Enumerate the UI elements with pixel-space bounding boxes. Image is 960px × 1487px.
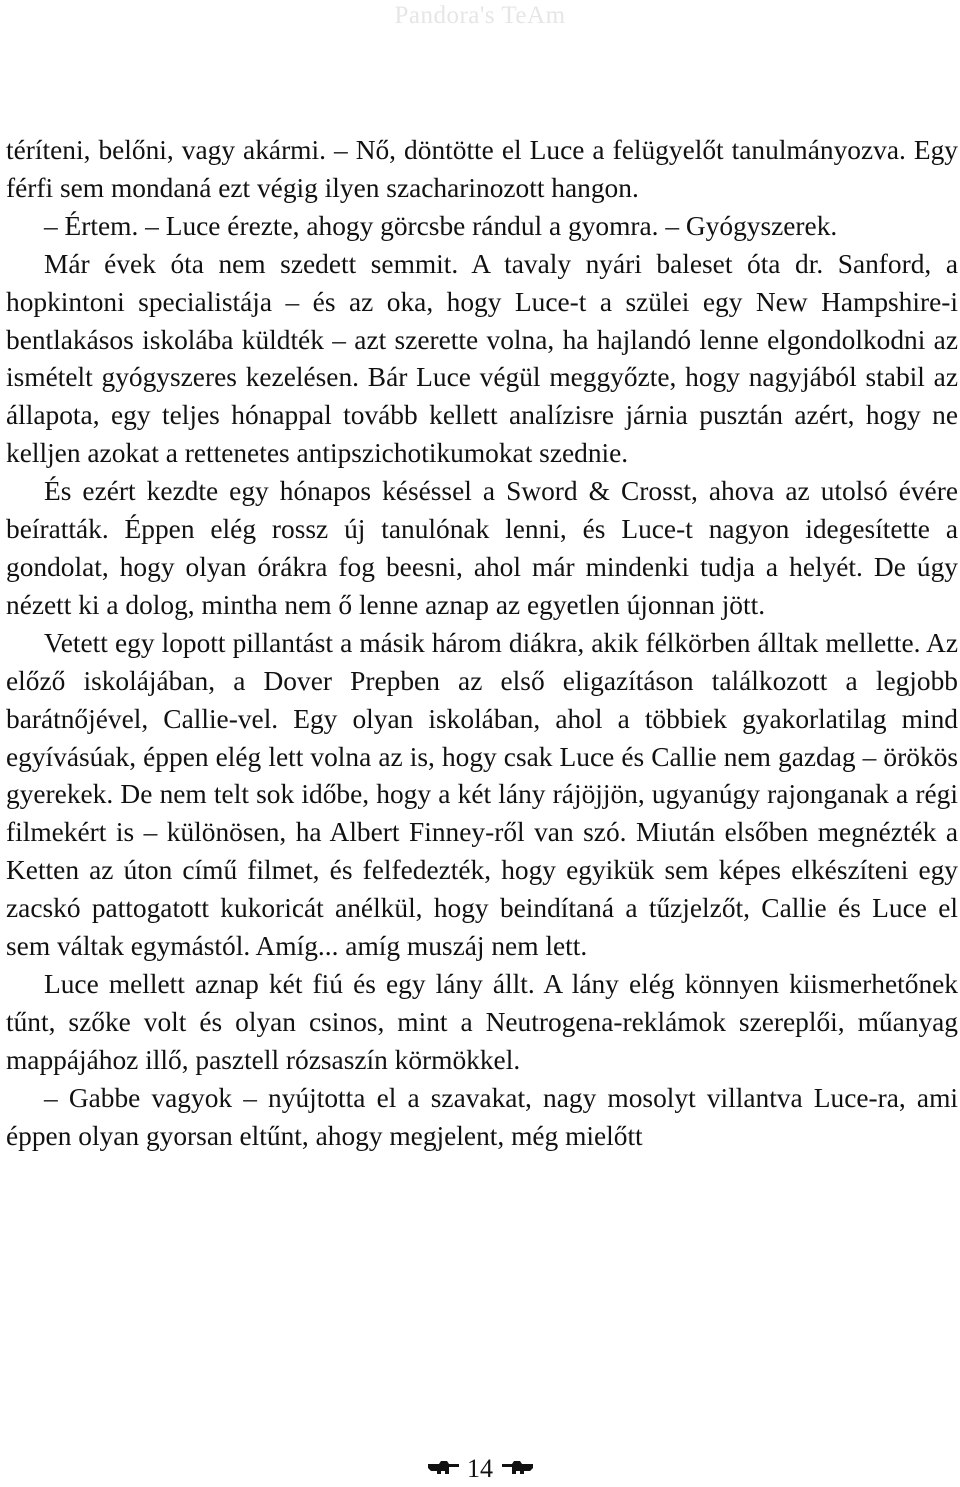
paragraph: Már évek óta nem szedett semmit. A tavaly nyári baleset óta dr. Sanford, a hopkintoni specialistája – és az oka, hogy Luce-t a szülei egy New Hampshire-i bentlakásos iskolába küldték – azt szerette volna, ha hajlandó lenne elgondolkodni az ismételt gyógyszeres kezelésen. Bár Luce végül meggyőzte, hogy nagyjából stabil az állapota, egy teljes hónappal tovább kellett analízisre járnia pusztán azért, hogy ne kelljen azokat a rettenetes antipszichotikumokat szednie. (6, 248, 958, 469)
pointing-hand-right-icon (427, 1459, 461, 1477)
paragraph: – Gabbe vagyok – nyújtotta el a szavakat, nagy mosolyt villantva Luce-ra, ami éppen olyan gyorsan eltűnt, ahogy megjelent, még mielőtt (6, 1082, 958, 1151)
paragraph: És ezért kezdte egy hónapos késéssel a Sword & Crosst, ahova az utolsó évére beíratták. Éppen elég rossz új tanulónak lenni, és Luce-t nagyon idegesítette a gondolat, hogy olyan órákra fog beesni, ahol már mindenki tudja a helyét. De úgy nézett ki a dolog, mintha nem ő lenne aznap az egyetlen újonnan jött. (6, 476, 958, 620)
page-number: 14 (467, 1454, 493, 1483)
paragraph: téríteni, belőni, vagy akármi. – Nő, döntötte el Luce a felügyelőt tanulmányozva. Egy férfi sem mondaná ezt végig ilyen szacharinozott hangon. (6, 135, 958, 203)
paragraph: Luce mellett aznap két fiú és egy lány állt. A lány elég könnyen kiismerhetőnek tűnt, szőke volt és olyan csinos, mint a Neutrogena-reklámok szereplői, műanyag mappájához illő, pasztell rózsaszín körmökkel. (6, 968, 958, 1075)
paragraph: – Értem. – Luce érezte, ahogy görcsbe rándul a gyomra. – Gyógyszerek. (44, 210, 838, 241)
paragraph: Vetett egy lopott pillantást a másik három diákra, akik félkörben álltak mellette. Az előző iskolájában, a Dover Prepben az első eligazításon találkozott a legjobb barátnőjével, Callie-vel. Egy olyan iskolában, ahol a többiek gyakorlatilag mind egyívásúak, éppen elég lett volna az is, hogy csak Luce és Callie nem gazdag – örökös gyerekek. De nem telt sok időbe, hogy a két lány rájöjjön, ugyanúgy rajonganak a régi filmekért is – különösen, ha Albert Finney-ről van szó. Miután elsőben megnézték a Ketten az úton című filmet, és felfedezték, hogy egyikük sem képes elkészíteni egy zacskó pattogatott kukoricát anélkül, hogy beindítaná a tűzjelzőt, Callie és Luce el sem váltak egymástól. Amíg... amíg muszáj nem lett. (6, 627, 958, 962)
pointing-hand-left-icon (500, 1459, 534, 1477)
page-body (6, 132, 958, 1155)
page-footer (0, 1454, 960, 1484)
watermark: Pandora's TeAm (394, 2, 566, 29)
